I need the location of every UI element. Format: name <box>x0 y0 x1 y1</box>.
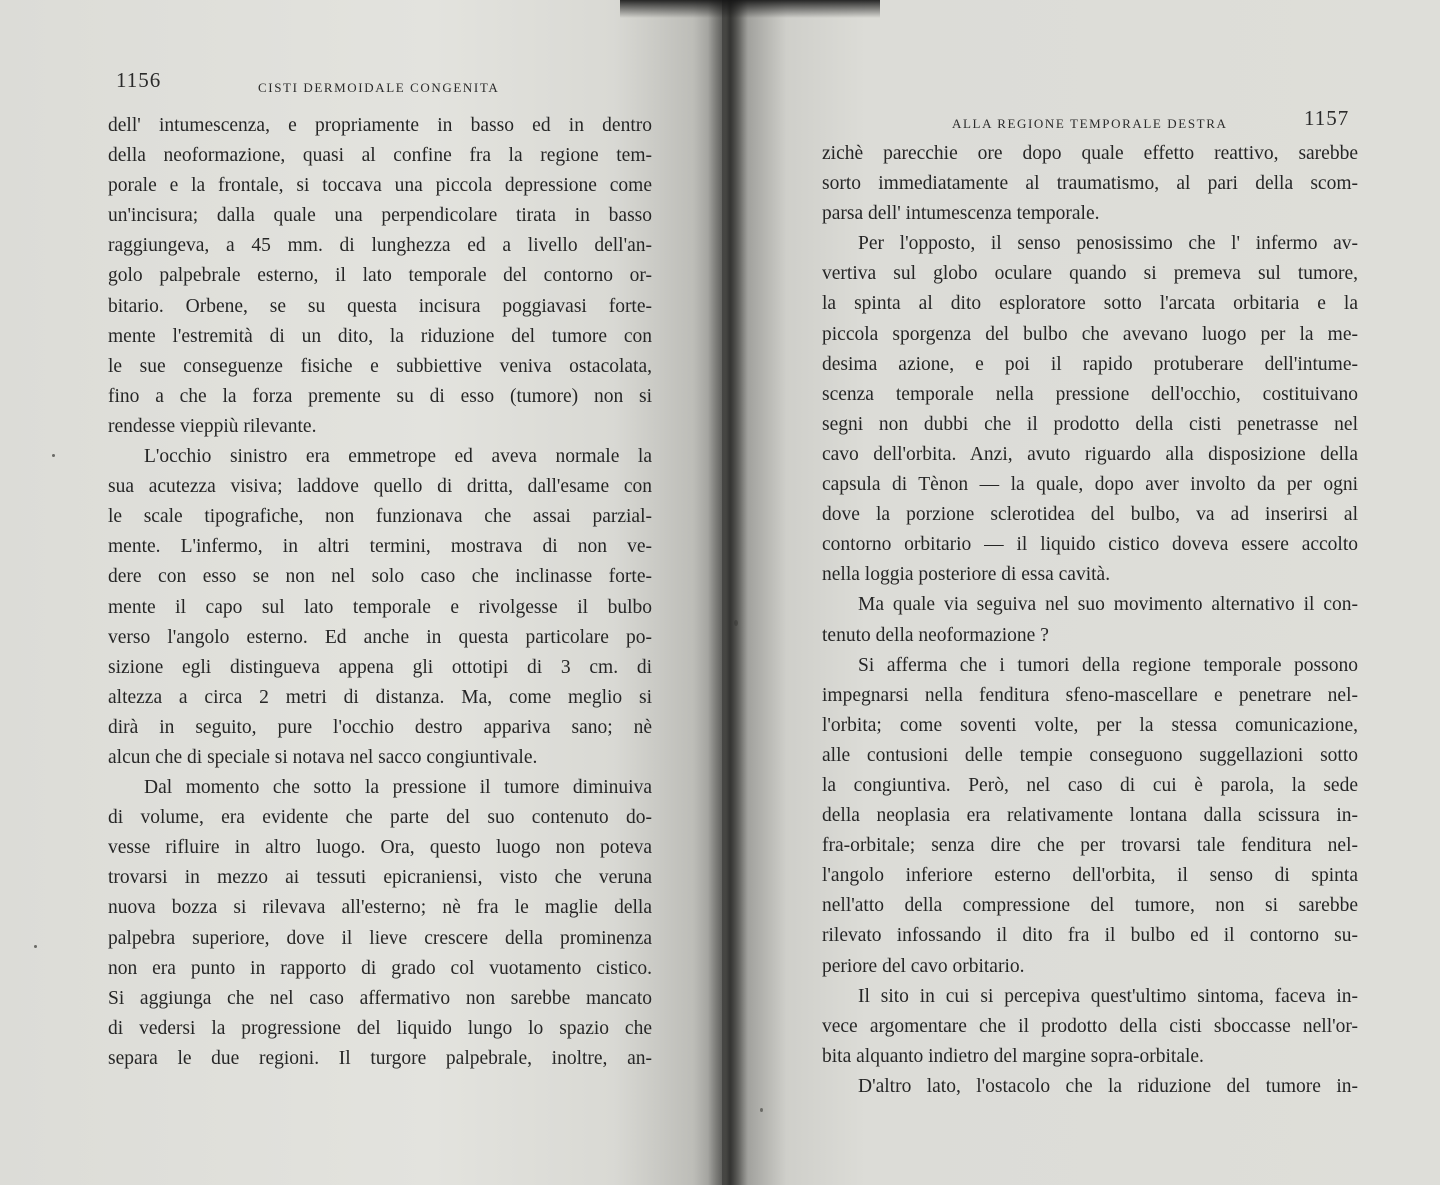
text-line: non era punto in rapporto di grado col vuotamento cistico. <box>108 957 652 979</box>
text-line: l'orbita; come soventi volte, per la stessa comunicazione, <box>822 714 1358 736</box>
text-line: rendesse vieppiù rilevante. <box>108 415 317 437</box>
right-running-head: ALLA REGIONE TEMPORALE DESTRA <box>952 116 1228 131</box>
text-line: sizione egli distingueva appena gli ottotipi di 3 cm. di <box>108 656 652 678</box>
left-body-text <box>108 111 652 1074</box>
text-line: fino a che la forza premente su di esso (tumore) non si <box>108 385 652 407</box>
text-line: cavo dell'orbita. Anzi, avuto riguardo alla disposizione della <box>822 443 1358 465</box>
text-line: alcun che di speciale si notava nel sacco congiuntivale. <box>108 746 538 768</box>
book-gutter-shadow <box>708 0 748 1185</box>
margin-speck <box>52 454 55 457</box>
text-line: sua acutezza visiva; laddove quello di dritta, dall'esame con <box>108 476 652 498</box>
margin-speck <box>760 1108 763 1112</box>
text-line: bita alquanto indietro del margine sopra-orbitale. <box>822 1045 1204 1067</box>
text-line: scenza temporale nella pressione dell'occhio, costituivano <box>822 383 1358 405</box>
text-line: Per l'opposto, il senso penosissimo che l' infermo av- <box>858 233 1358 255</box>
text-line: separa le due regioni. Il turgore palpebrale, inoltre, an- <box>108 1047 652 1069</box>
left-page-number: 1156 <box>116 68 162 92</box>
text-line: nell'atto della compressione del tumore, non si sarebbe <box>822 895 1358 917</box>
text-line: desima azione, e poi il rapido protuberare dell'intume- <box>822 353 1358 375</box>
text-line: verso l'angolo esterno. Ed anche in questa particolare po- <box>108 626 652 648</box>
margin-speck <box>34 945 37 948</box>
right-page <box>722 0 1440 1185</box>
text-line: contorno orbitario — il liquido cistico doveva essere accolto <box>822 534 1358 556</box>
text-line: le sue conseguenze fisiche e subbiettive veniva ostacolata, <box>108 355 652 377</box>
text-line: parsa dell' intumescenza temporale. <box>822 203 1100 225</box>
text-line: sorto immediatamente al traumatismo, al pari della scom- <box>822 173 1358 195</box>
text-line: rilevato infossando il dito fra il bulbo ed il contorno su- <box>822 925 1358 947</box>
text-line: fra-orbitale; senza dire che per trovarsi tale fenditura nel- <box>822 835 1358 857</box>
top-edge-shadow <box>620 0 880 18</box>
text-line: alle contusioni delle tempie conseguono suggellazioni sotto <box>822 744 1358 766</box>
text-line: bitario. Orbene, se su questa incisura poggiavasi forte- <box>108 295 652 317</box>
text-line: piccola sporgenza del bulbo che avevano luogo per la me- <box>822 323 1358 345</box>
text-line: di vedersi la progressione del liquido lungo lo spazio che <box>108 1017 652 1039</box>
text-line: segni non dubbi che il prodotto della cisti penetrasse nel <box>822 413 1358 435</box>
text-line: un'incisura; dalla quale una perpendicolare tirata in basso <box>108 205 652 227</box>
text-line: impegnarsi nella fenditura sfeno-mascellare e penetrare nel- <box>822 684 1358 706</box>
text-line: dere con esso se non nel solo caso che inclinasse forte- <box>108 566 652 588</box>
text-line: dove la porzione sclerotidea del bulbo, va ad inserirsi al <box>822 504 1358 526</box>
text-line: palpebra superiore, dove il lieve crescere della prominenza <box>108 927 652 949</box>
text-line: mente. L'infermo, in altri termini, mostrava di non ve- <box>108 536 652 558</box>
text-line: golo palpebrale esterno, il lato temporale del contorno or- <box>108 265 652 287</box>
text-line: della neoplasia era relativamente lontana dalla scissura in- <box>822 805 1358 827</box>
text-line: D'altro lato, l'ostacolo che la riduzione del tumore in- <box>858 1075 1358 1097</box>
text-line: della neoformazione, quasi al confine fra la regione tem- <box>108 145 652 167</box>
text-line: dell' intumescenza, e propriamente in basso ed in dentro <box>108 115 652 136</box>
text-line: Si afferma che i tumori della regione temporale possono <box>858 654 1358 676</box>
text-line: vertiva sul globo oculare quando si premeva sul tumore, <box>822 263 1358 285</box>
text-line: raggiungeva, a 45 mm. di lunghezza ed a livello dell'an- <box>108 235 652 257</box>
text-line: altezza a circa 2 metri di distanza. Ma, come meglio si <box>108 686 652 708</box>
text-line: tenuto della neoformazione ? <box>822 624 1049 646</box>
text-line: mente il capo sul lato temporale e rivolgesse il bulbo <box>108 596 652 618</box>
text-line: di volume, era evidente che parte del suo contenuto do- <box>108 807 652 829</box>
text-line: periore del cavo orbitario. <box>822 955 1025 977</box>
text-line: mente l'estremità di un dito, la riduzione del tumore con <box>108 325 652 347</box>
text-line: zichè parecchie ore dopo quale effetto reattivo, sarebbe <box>822 143 1358 164</box>
left-running-head: CISTI DERMOIDALE CONGENITA <box>258 80 500 95</box>
text-line: dirà in seguito, pure l'occhio destro appariva sano; nè <box>108 716 652 738</box>
text-line: trovarsi in mezzo ai tessuti epicraniensi, visto che veruna <box>108 867 652 889</box>
text-line: vesse rifluire in altro luogo. Ora, questo luogo non poteva <box>108 837 652 859</box>
text-line: capsula di Tènon — la quale, dopo aver involto da per ogni <box>822 474 1358 496</box>
text-line: L'occhio sinistro era emmetrope ed aveva normale la <box>144 446 652 468</box>
text-line: vece argomentare che il prodotto della cisti sboccasse nell'or- <box>822 1015 1358 1037</box>
text-line: l'angolo inferiore esterno dell'orbita, il senso di spinta <box>822 865 1358 887</box>
text-line: le scale tipografiche, non funzionava che assai parzial- <box>108 506 652 528</box>
text-line: Si aggiunga che nel caso affermativo non sarebbe mancato <box>108 987 652 1009</box>
right-page-number: 1157 <box>1304 106 1350 130</box>
text-line: nuova bozza si rilevava all'esterno; nè fra le maglie della <box>108 897 652 919</box>
text-line: Il sito in cui si percepiva quest'ultimo sintoma, faceva in- <box>858 985 1358 1007</box>
text-line: nella loggia posteriore di essa cavità. <box>822 564 1111 586</box>
text-line: la spinta al dito esploratore sotto l'arcata orbitaria e la <box>822 293 1358 315</box>
text-line: la congiuntiva. Però, nel caso di cui è parola, la sede <box>822 774 1358 796</box>
text-line: Ma quale via seguiva nel suo movimento alternativo il con- <box>858 594 1358 616</box>
text-line: Dal momento che sotto la pressione il tumore diminuiva <box>144 777 652 799</box>
right-body-text <box>822 139 1358 1102</box>
text-line: porale e la frontale, si toccava una piccola depressione come <box>108 175 652 197</box>
